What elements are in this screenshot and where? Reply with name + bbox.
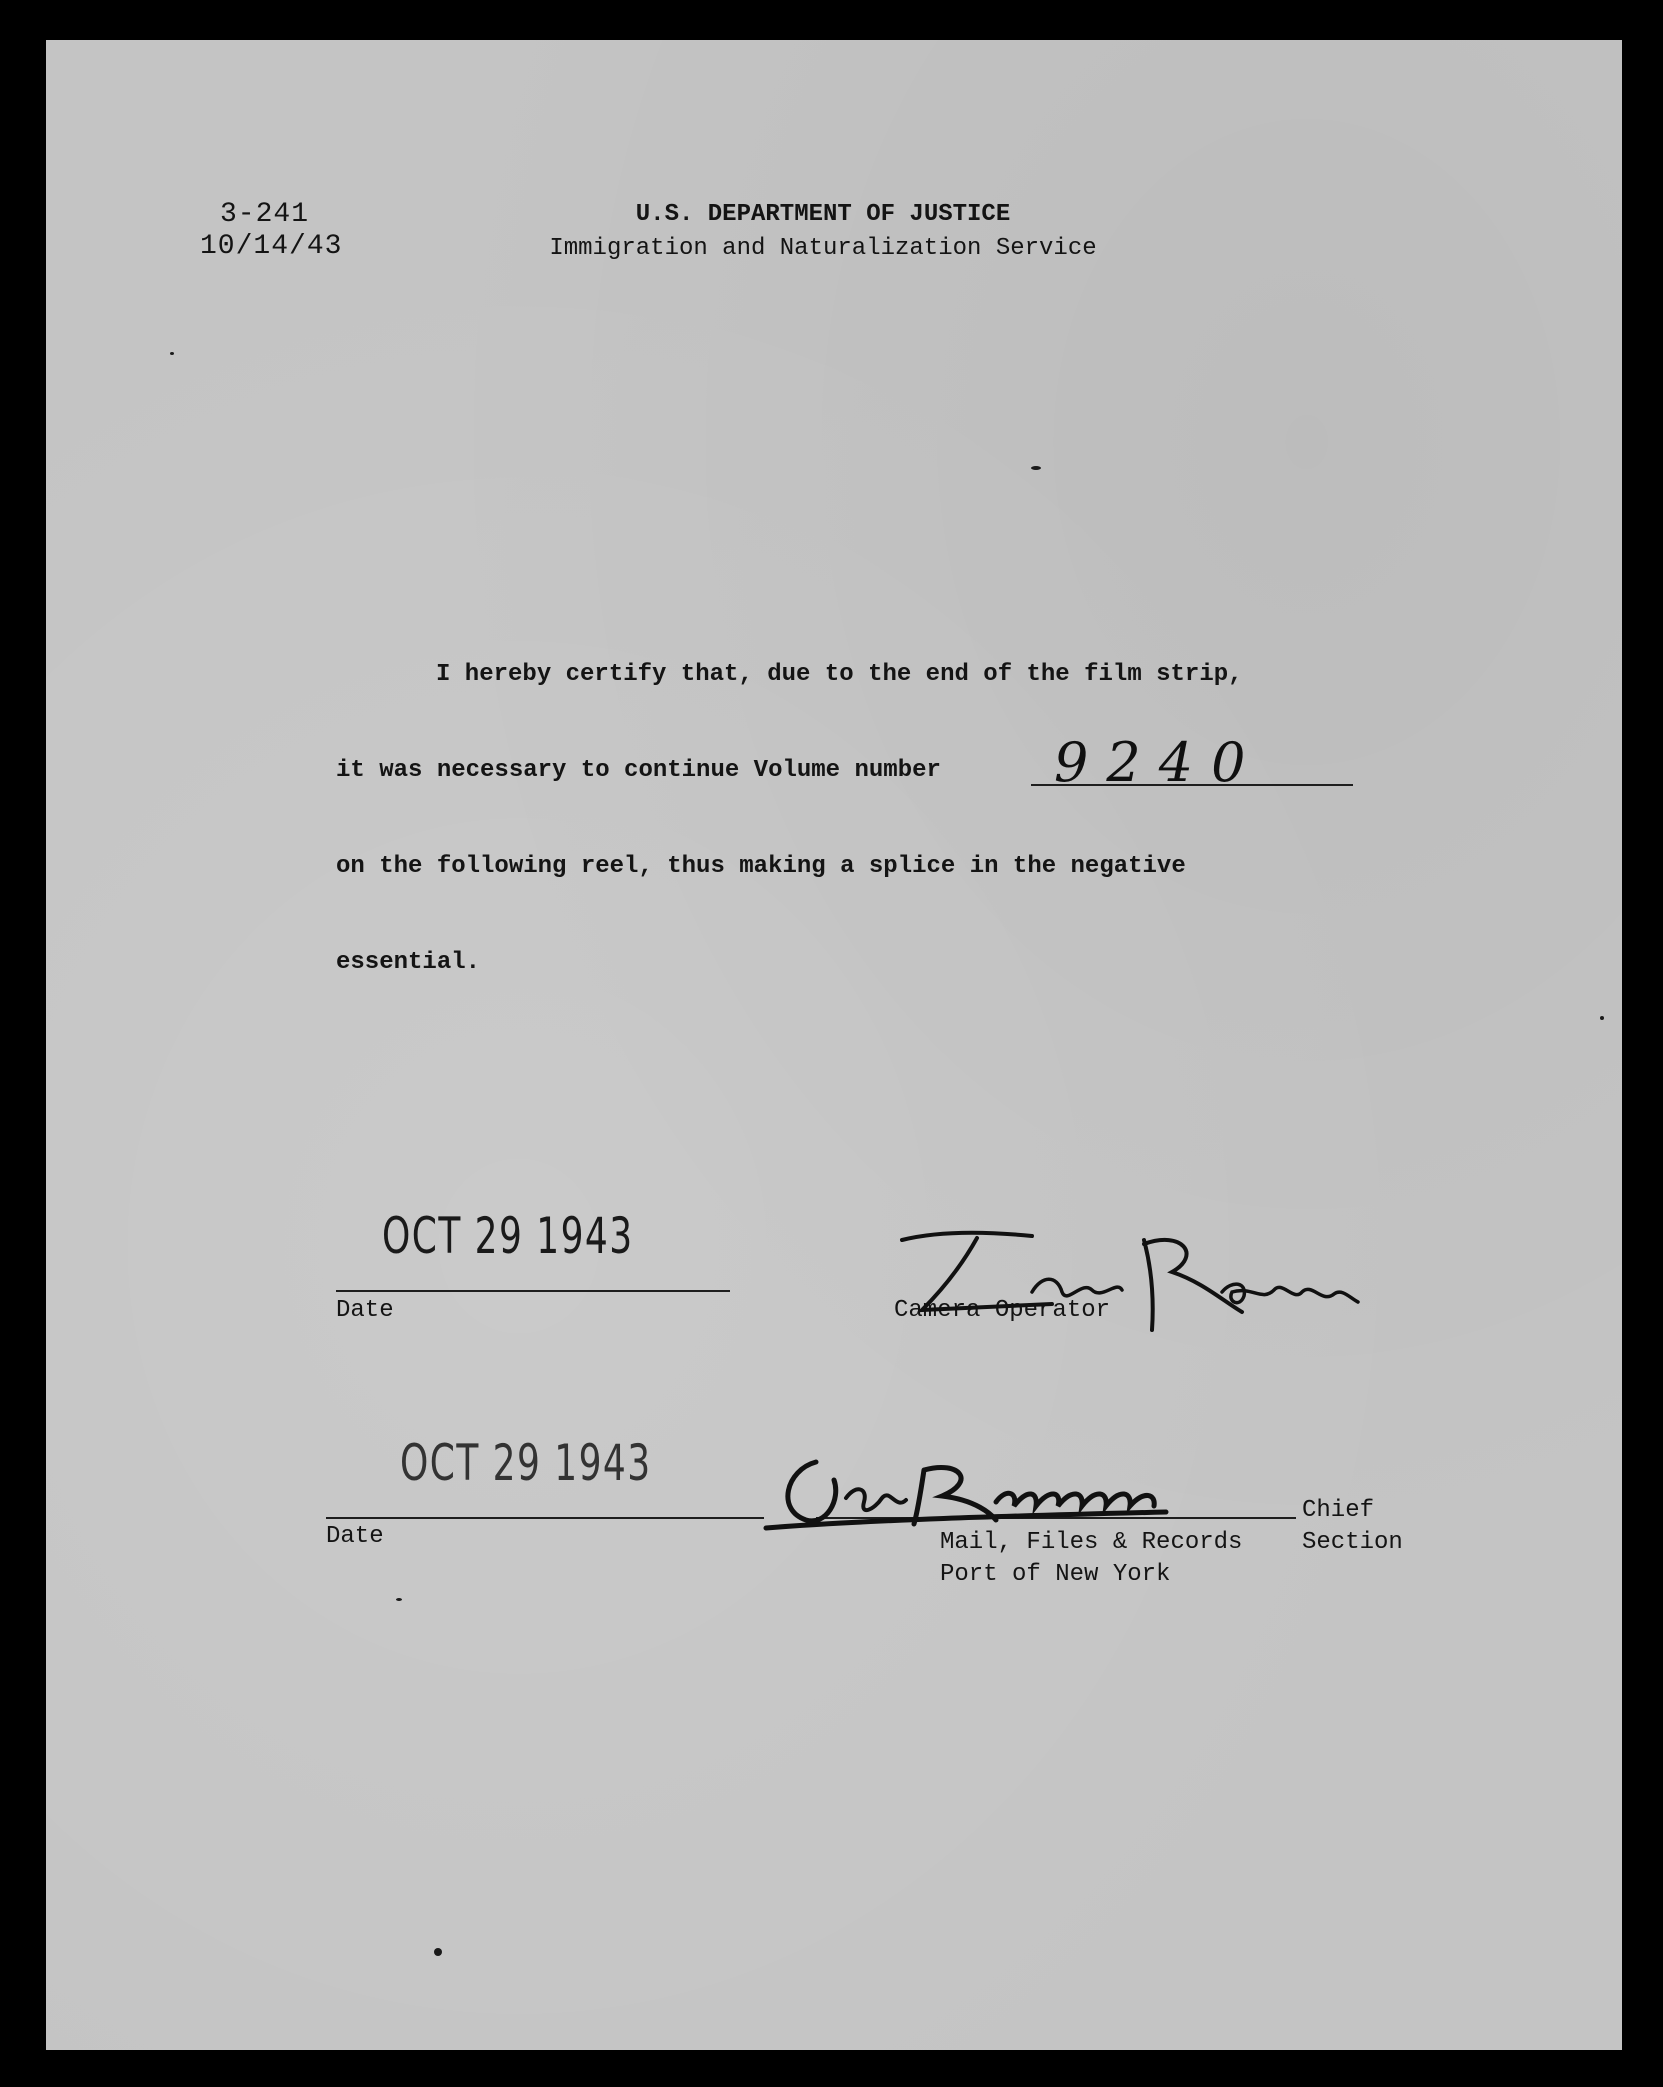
date-line-1 — [336, 1290, 730, 1292]
ink-mark — [1031, 466, 1041, 470]
form-number: 3-241 — [220, 199, 310, 230]
service-heading: Immigration and Naturalization Service — [549, 235, 1097, 262]
document-page — [46, 40, 1622, 2050]
certification-line-3: on the following reel, thus making a splice in the negative — [336, 853, 1186, 880]
paper-speck — [396, 1598, 402, 1601]
paper-speck — [434, 1948, 442, 1956]
port-location: Port of New York — [940, 1561, 1171, 1588]
department-name: Mail, Files & Records — [940, 1529, 1243, 1556]
certification-line-4: essential. — [336, 949, 481, 976]
chief-title: Chief — [1302, 1497, 1375, 1524]
paper-speck — [1600, 1016, 1604, 1020]
camera-operator-label: Camera Operator — [894, 1297, 1111, 1324]
date-line-2 — [326, 1517, 764, 1519]
date-label-1: Date — [336, 1297, 394, 1324]
volume-number-handwritten: 9240 — [1054, 731, 1264, 794]
received-date-stamp-2: OCT 29 1943 — [400, 1434, 652, 1492]
department-heading: U.S. DEPARTMENT OF JUSTICE — [635, 201, 1011, 228]
received-date-stamp-1: OCT 29 1943 — [382, 1207, 634, 1265]
certification-line-1: I hereby certify that, due to the end of the film strip, — [436, 661, 1243, 688]
section-title: Section — [1302, 1529, 1403, 1556]
camera-operator-signature — [882, 1220, 1362, 1330]
certification-line-2: it was necessary to continue Volume number — [336, 757, 941, 784]
form-date: 10/14/43 — [200, 231, 343, 262]
date-label-2: Date — [326, 1523, 384, 1550]
paper-speck — [170, 352, 174, 355]
